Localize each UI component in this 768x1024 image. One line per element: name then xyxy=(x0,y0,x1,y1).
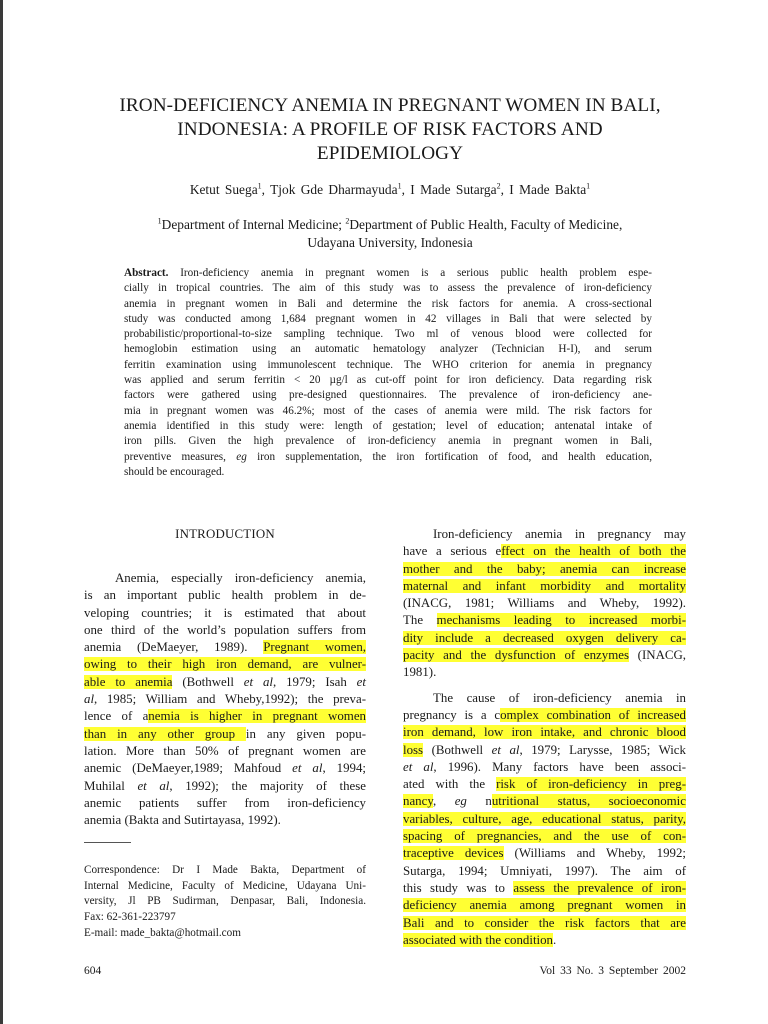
highlighted-text: deficiency anemia among pregnant women in xyxy=(403,898,686,913)
highlighted-text: ffect on the health of both the xyxy=(501,544,686,559)
text-line: anemic patients suffer from iron-deficiency xyxy=(84,795,366,810)
paragraph-gap xyxy=(403,682,686,690)
affiliation-university: Udayana University, Indonesia xyxy=(307,235,473,250)
highlighted-text: able to anemia xyxy=(84,674,173,689)
abstract-line: probabilistic/proportional-to-size sampling technique. Two ml of venous blood were collected for xyxy=(124,328,652,341)
highlighted-text: iron demand, low iron intake, and chronic blood xyxy=(403,725,686,740)
correspondence-footnote xyxy=(84,863,366,941)
abstract xyxy=(124,266,652,480)
text-line: lation. More than 50% of pregnant women are xyxy=(84,743,366,758)
text-line: nancy, eg nutritional status, socioeconomic xyxy=(403,794,686,809)
left-column-body xyxy=(84,570,366,829)
affiliation-line: $^1$Department of Internal Medicine; $^2$Department of Public Health, Faculty of Medicine, xyxy=(157,216,623,232)
highlighted-text: associated with the condition xyxy=(403,932,553,947)
text-line xyxy=(403,828,686,845)
text-line: et al, 1996). Many factors have been associ- xyxy=(403,759,686,774)
footnote-line: versity, Jl PB Sudirman, Denpasar, Bali, Indonesia. xyxy=(84,895,366,908)
highlighted-text: variables, culture, age, educational status, parity, xyxy=(403,811,686,826)
abstract-line: hemoglobin estimation using an automatic hematology analyzer (Technician H-I), and serum xyxy=(124,343,652,356)
author-name: I Made Bakta xyxy=(509,182,587,197)
text-line: veloping countries; it is estimated that about xyxy=(84,605,366,620)
paper-title xyxy=(70,94,710,166)
text-line xyxy=(403,561,686,578)
highlighted-text: dity include a decreased oxygen delivery ca- xyxy=(403,630,686,645)
text-line: loss (Bothwell et al, 1979; Larysse, 1985; Wick xyxy=(403,742,686,757)
highlighted-text: spacing of pregnancies, and the use of con- xyxy=(403,829,686,844)
abstract-line: preventive measures, eg iron supplementation, the iron fortification of food, and health education, xyxy=(124,450,653,463)
highlighted-text: traceptive devices xyxy=(403,846,504,861)
affiliation-dept1: Department of Internal Medicine; xyxy=(161,217,343,232)
highlighted-text: Pregnant women, xyxy=(263,640,367,655)
title-line: EPIDEMIOLOGY xyxy=(316,143,464,164)
highlighted-text: loss xyxy=(403,742,424,757)
highlighted-text: risk of iron-deficiency in preg- xyxy=(496,777,686,792)
footnote-line: Correspondence: Dr I Made Bakta, Department of xyxy=(84,864,366,876)
text-line: al, 1985; William and Wheby,1992); the preva- xyxy=(84,692,366,707)
highlighted-text: owing to their high iron demand, are vulner- xyxy=(84,657,366,672)
abstract-line: anemia in pregnant women in Bali and determine the risk factors for anemia. A cross-sectional xyxy=(124,297,652,310)
text-line: than in any other group in any given popu- xyxy=(84,726,366,741)
footnote-email[interactable]: E-mail: made_bakta@hotmail.com xyxy=(84,926,241,939)
text-line: Iron-deficiency anemia in pregnancy may xyxy=(433,527,686,541)
text-line: anemia (Bakta and Sutirtayasa, 1992). xyxy=(84,813,281,828)
text-line: traceptive devices (Williams and Wheby, 1992; xyxy=(403,846,686,861)
text-line xyxy=(403,724,686,741)
author-affil-mark: 1 xyxy=(586,181,591,191)
page-edge-rule xyxy=(0,0,3,1024)
text-line: this study was to assess the prevalence of iron- xyxy=(403,880,686,895)
author-affil-mark: 1 xyxy=(397,181,402,191)
text-line xyxy=(403,578,686,595)
abstract-label: Abstract. xyxy=(124,267,169,279)
author-name: I Made Sutarga xyxy=(410,182,497,197)
footnote-line: Internal Medicine, Faculty of Medicine, Udayana Uni- xyxy=(84,879,366,892)
affiliation-dept2: Department of Public Health, Faculty of Medicine, xyxy=(349,217,623,232)
text-line xyxy=(403,630,686,647)
text-line xyxy=(403,897,686,914)
author-affil-mark: 2 xyxy=(496,181,501,191)
author-list: Ketut Suega$^1$, Tjok Gde Dharmayuda$^1$, I Made Sutarga$^2$, I Made Bakta$^1$ xyxy=(189,181,591,197)
text-line: 1981). xyxy=(403,665,437,680)
footnote-rule xyxy=(84,842,131,843)
text-line: one third of the world’s population suffers from xyxy=(84,622,366,637)
journal-issue-info: Vol 33 No. 3 September 2002 xyxy=(539,965,686,977)
text-line: The cause of iron-deficiency anemia in xyxy=(433,690,686,705)
text-line: is an important public health problem in de- xyxy=(84,588,366,603)
text-line: anemic (DeMaeyer,1989; Mahfoud et al, 1994; xyxy=(84,761,366,776)
abstract-line: iron pills. Given the high prevalence of iron-deficiency anemia in pregnant women in Bali, xyxy=(124,435,652,448)
highlighted-text: than in any other group xyxy=(84,726,246,741)
text-line: able to anemia (Bothwell et al, 1979; Isah et xyxy=(84,674,366,689)
text-line: (INACG, 1981; Williams and Wheby, 1992). xyxy=(403,596,686,611)
text-line xyxy=(403,915,686,932)
text-line: anemia (DeMaeyer, 1989). Pregnant women, xyxy=(84,640,367,655)
text-line: have a serious effect on the health of both the xyxy=(403,544,686,559)
text-line xyxy=(84,656,366,673)
highlighted-text: mechanisms leading to increased morbi- xyxy=(436,613,686,628)
abstract-line: cially in tropical countries. The aim of this study was to assess the prevalence of iron-deficiency xyxy=(124,282,652,295)
section-heading-introduction: INTRODUCTION xyxy=(175,527,275,541)
title-line: INDONESIA: A PROFILE OF RISK FACTORS AND xyxy=(177,119,603,140)
abstract-line: anemia identified in this study were: length of gestation; level of education; antenatal intake of xyxy=(124,419,652,432)
text-line: lence of anemia is higher in pregnant women xyxy=(84,709,366,724)
highlighted-text: assess the prevalence of iron- xyxy=(513,880,686,895)
highlighted-text: utritional status, socioeconomic xyxy=(491,794,686,809)
highlighted-text: nemia is higher in pregnant women xyxy=(148,709,366,724)
text-line: associated with the condition. xyxy=(403,932,557,947)
abstract-line: study was conducted among 1,684 pregnant women in 42 villages in Bali that were selected by xyxy=(124,312,652,325)
highlighted-text: nancy xyxy=(403,794,433,809)
text-line: The mechanisms leading to increased morbi- xyxy=(403,613,686,628)
highlighted-text: pacity and the dysfunction of enzymes xyxy=(403,648,629,663)
affiliations xyxy=(70,216,710,252)
abstract-line: was applied and serum ferritin < 20 µg/l as cut-off point for iron deficiency. Data regarding risk xyxy=(124,374,652,387)
highlighted-text: Bali and to consider the risk factors that are xyxy=(403,915,686,930)
highlighted-text: omplex combination of increased xyxy=(500,707,686,722)
text-line: pacity and the dysfunction of enzymes (INACG, xyxy=(403,648,687,663)
abstract-line: ferritin examination using immunolescent technique. The WHO criterion for anemia in pregnancy xyxy=(124,358,652,371)
abstract-line: should be encouraged. xyxy=(124,465,225,478)
text-line: Anemia, especially iron-deficiency anemia, xyxy=(115,571,366,585)
text-line: Muhilal et al, 1992); the majority of these xyxy=(84,778,366,793)
text-line xyxy=(403,811,686,828)
abstract-line: mia in pregnant women was 46.2%; most of the cases of anemia were mild. The risk factors for xyxy=(124,404,652,417)
author-name: Ketut Suega xyxy=(189,182,258,197)
footnote-line: Fax: 62-361-223797 xyxy=(84,911,176,924)
abstract-line: factors were gathered using pre-designed questionnaires. The prevalence of iron-deficiency ane- xyxy=(124,389,652,402)
author-affil-mark: 1 xyxy=(257,181,262,191)
page-number: 604 xyxy=(84,965,102,977)
text-line: Sutarga, 1994; Umniyati, 1997). The aim of xyxy=(403,863,686,878)
text-line: pregnancy is a complex combination of increased xyxy=(403,707,686,722)
highlighted-text: mother and the baby; anemia can increase xyxy=(403,561,686,576)
right-column-body xyxy=(403,526,686,949)
text-line: ated with the risk of iron-deficiency in preg- xyxy=(403,777,686,792)
highlighted-text: maternal and infant morbidity and mortality xyxy=(403,578,686,593)
title-line: IRON-DEFICIENCY ANEMIA IN PREGNANT WOMEN IN BALI, xyxy=(119,95,661,116)
author-name: Tjok Gde Dharmayuda xyxy=(270,182,398,197)
abstract-line: Abstract. Iron-deficiency anemia in pregnant women is a serious public health problem espe- xyxy=(124,267,652,279)
